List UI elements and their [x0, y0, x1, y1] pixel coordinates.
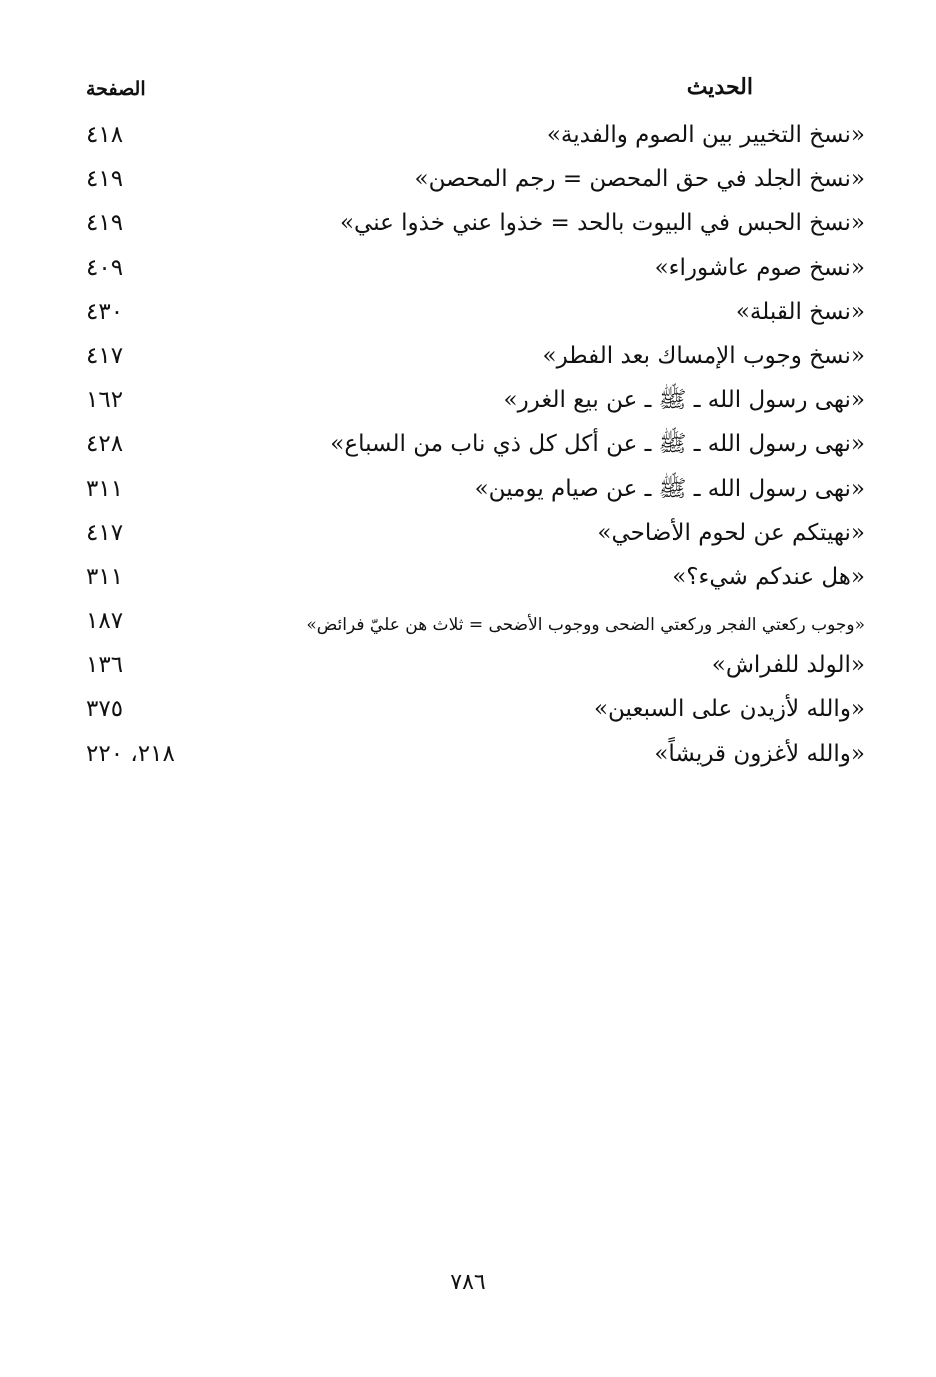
- page-reference: ٤١٩: [86, 210, 124, 237]
- list-item: [80, 735, 865, 779]
- hadith-text: «نسخ الجلد في حق المحصن = رجم المحصن»: [414, 166, 865, 193]
- list-item: [80, 690, 865, 734]
- page-reference: ٤١٨: [86, 122, 124, 148]
- list-item: [80, 470, 865, 514]
- index-header: [80, 74, 865, 108]
- hadith-text: «والله لأزيدن على السبعين»: [593, 696, 865, 723]
- page-reference: ٣١١: [86, 475, 124, 502]
- page-reference: ١٣٦: [86, 652, 124, 679]
- list-item: [80, 293, 865, 337]
- list-item: [80, 425, 865, 469]
- hadith-text: «نهيتكم عن لحوم الأضاحي»: [597, 519, 865, 546]
- hadith-index-list: [80, 116, 865, 779]
- list-item: [80, 160, 865, 204]
- list-item: [80, 337, 865, 381]
- hadith-text: «نسخ صوم عاشوراء»: [654, 254, 865, 281]
- list-item: [80, 381, 865, 425]
- page-reference: ٤٠٩: [86, 254, 124, 281]
- page-reference: ٤١٧: [86, 342, 124, 369]
- hadith-text: «الولد للفراش»: [711, 652, 865, 679]
- hadith-text: «نهى رسول الله ـ ﷺ ـ عن صيام يومين»: [474, 475, 865, 502]
- page-reference: ٤٢٨: [86, 431, 124, 458]
- page-reference: ١٦٢: [86, 387, 124, 414]
- list-item: [80, 602, 865, 646]
- list-item: [80, 116, 865, 160]
- list-item: [80, 204, 865, 248]
- page-number: ٧٨٦: [450, 1270, 486, 1295]
- page-reference: ١٨٧: [86, 608, 124, 635]
- page-reference: ٤١٩: [86, 166, 124, 193]
- hadith-text: «والله لأغزون قريشاً»: [654, 740, 865, 767]
- list-item: [80, 514, 865, 558]
- page-column-heading: الصفحة: [86, 78, 146, 100]
- hadith-text: «نسخ الحبس في البيوت بالحد = خذوا عني خذوا عني»: [339, 210, 865, 237]
- page-reference: ٤٣٠: [86, 298, 124, 325]
- hadith-text: «وجوب ركعتي الفجر وركعتي الضحى ووجوب الأضحى = ثلاث هن عليّ فرائض»: [306, 615, 865, 636]
- hadith-text: «هل عندكم شيء؟»: [672, 563, 865, 590]
- hadith-text: «نسخ التخيير بين الصوم والفدية»: [546, 122, 865, 148]
- hadith-column-heading: الحديث: [686, 74, 753, 100]
- hadith-text: «نسخ وجوب الإمساك بعد الفطر»: [542, 342, 865, 369]
- page-reference: ٣٧٥: [86, 696, 124, 723]
- page-reference: ٤١٧: [86, 519, 124, 546]
- hadith-text: «نسخ القبلة»: [735, 298, 865, 325]
- page-reference: ٢١٨، ٢٢٠: [86, 740, 175, 767]
- hadith-text: «نهى رسول الله ـ ﷺ ـ عن بيع الغرر»: [503, 387, 865, 414]
- list-item: [80, 646, 865, 690]
- page-reference: ٣١١: [86, 563, 124, 590]
- hadith-text: «نهى رسول الله ـ ﷺ ـ عن أكل كل ذي ناب من السباع»: [330, 431, 865, 458]
- list-item: [80, 249, 865, 293]
- list-item: [80, 558, 865, 602]
